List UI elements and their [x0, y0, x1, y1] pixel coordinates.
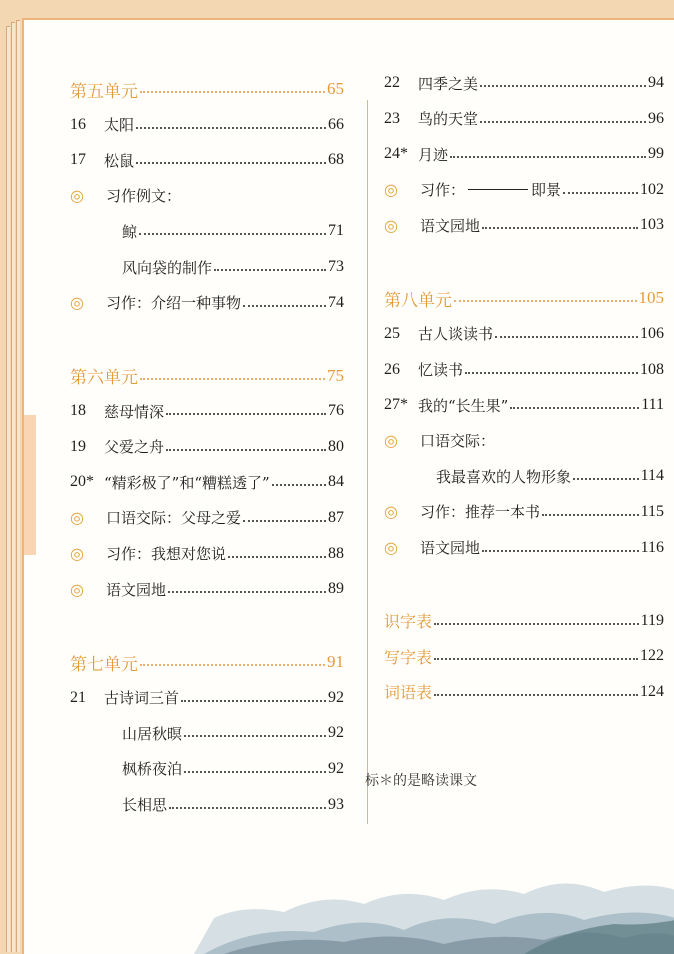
page-tab — [24, 415, 36, 555]
leader-dots — [140, 664, 325, 666]
entry-title: 太阳 — [104, 116, 135, 135]
page-number: 119 — [640, 611, 664, 629]
entry-title: 父爱之舟 — [104, 438, 165, 457]
activity-marker-icon: ◎ — [70, 508, 84, 528]
toc-entry — [70, 506, 344, 530]
toc-entry — [384, 500, 664, 524]
column-divider — [367, 100, 368, 824]
entry-title: 习作：我想对您说 — [106, 545, 227, 564]
leader-dots — [434, 658, 638, 660]
page-number: 73 — [328, 258, 344, 275]
page-number: 76 — [328, 402, 344, 420]
toc-entry — [384, 142, 664, 166]
entry-title: 语文园地 — [106, 580, 167, 599]
toc-entry — [70, 757, 344, 781]
page-number: 75 — [327, 365, 344, 385]
entry-title: 鲸 — [122, 222, 138, 241]
activity-marker-icon: ◎ — [70, 544, 84, 564]
leader-dots — [482, 550, 639, 552]
entry-title: 写字表 — [384, 647, 433, 667]
page-number: 115 — [640, 502, 664, 520]
toc-entry — [70, 686, 344, 710]
leader-dots — [243, 305, 326, 307]
page-number: 92 — [328, 759, 344, 777]
entry-title: 习作：推荐一本书 — [420, 503, 541, 522]
lesson-number: 22 — [384, 74, 400, 91]
entry-title: 月迹 — [418, 145, 449, 164]
leader-dots — [166, 449, 326, 451]
page-number: 124 — [640, 682, 664, 700]
leader-dots — [136, 127, 326, 129]
toc-entry — [384, 644, 664, 668]
toc-entry — [384, 393, 664, 417]
page-number: 122 — [640, 647, 664, 665]
lesson-number: 16 — [70, 115, 86, 133]
leader-dots — [140, 378, 325, 380]
leader-dots — [228, 556, 326, 558]
footnote: 标＊的是略读课文 — [365, 773, 477, 789]
leader-dots — [480, 121, 646, 123]
toc-entry — [70, 793, 344, 817]
leader-dots — [482, 227, 638, 229]
page-number: 92 — [328, 688, 344, 706]
leader-dots — [181, 700, 326, 702]
entry-title: 古人谈读书 — [418, 325, 494, 344]
leader-dots — [454, 300, 637, 302]
entry-title: 第七单元 — [70, 654, 138, 675]
page-number: 87 — [328, 508, 344, 526]
activity-marker-icon: ◎ — [70, 579, 84, 599]
fill-in-blank — [468, 189, 528, 190]
entry-title: 长相思 — [122, 796, 168, 815]
lesson-number: 21 — [70, 688, 86, 706]
toc-entry — [70, 542, 344, 566]
leader-dots — [573, 478, 639, 480]
ink-landscape-illustration — [24, 834, 674, 954]
page-number: 105 — [638, 288, 664, 308]
toc-entry — [70, 255, 344, 279]
toc-entry — [384, 464, 664, 488]
leader-dots — [136, 162, 326, 164]
page-number: 80 — [328, 437, 344, 455]
entry-title: 我最喜欢的人物形象 — [436, 467, 572, 486]
toc-entry — [384, 680, 664, 704]
entry-title — [420, 179, 561, 200]
leader-dots — [465, 372, 638, 374]
toc-entry — [384, 609, 664, 633]
leader-dots — [510, 407, 639, 409]
activity-marker-icon: ◎ — [70, 186, 84, 206]
lesson-number: 18 — [70, 402, 86, 420]
leader-dots — [563, 192, 638, 194]
page-edge — [16, 20, 20, 952]
entry-title: 忆读书 — [418, 361, 464, 380]
leader-dots — [243, 520, 326, 522]
entry-title: 鸟的天堂 — [418, 110, 479, 129]
leader-dots — [214, 269, 326, 271]
entry-title: 慈母情深 — [104, 402, 165, 421]
leader-dots — [434, 623, 639, 625]
unit-heading — [70, 77, 344, 101]
page-edge — [11, 22, 15, 952]
activity-marker-icon: ◎ — [384, 431, 398, 451]
entry-title: 古诗词三首 — [104, 689, 180, 708]
lesson-number: 24* — [384, 145, 408, 163]
entry-title: 四季之美 — [418, 74, 479, 93]
leader-dots — [168, 591, 326, 593]
entry-title: “精彩极了”和“糟糕透了” — [104, 473, 270, 492]
page-number: 84 — [328, 473, 344, 491]
activity-marker-icon: ◎ — [384, 215, 398, 235]
toc-entry — [384, 71, 664, 95]
page-number: 71 — [328, 222, 344, 240]
toc-entry — [70, 470, 344, 494]
page-number: 93 — [328, 795, 344, 813]
lesson-number: 23 — [384, 109, 400, 127]
toc-entry — [70, 148, 344, 172]
toc-entry — [70, 577, 344, 601]
page-number: 111 — [641, 396, 664, 414]
entry-title: 第八单元 — [384, 290, 452, 311]
page-number: 91 — [327, 652, 344, 672]
toc-entry — [384, 107, 664, 131]
toc-page — [22, 18, 674, 954]
leader-dots — [272, 484, 326, 486]
activity-marker-icon: ◎ — [384, 538, 398, 558]
entry-title: 枫桥夜泊 — [122, 760, 183, 779]
lesson-number: 20* — [70, 473, 94, 491]
entry-title: 风向袋的制作 — [122, 258, 213, 277]
entry-title: 词语表 — [384, 683, 433, 703]
page-number: 94 — [648, 74, 664, 91]
toc-entry — [70, 113, 344, 137]
unit-heading — [70, 650, 344, 674]
page-number: 102 — [640, 180, 664, 198]
entry-title-suffix: 即景 — [531, 181, 562, 200]
entry-title: 习作例文： — [106, 187, 182, 206]
entry-title: 语文园地 — [420, 216, 481, 235]
entry-title: 习作：介绍一种事物 — [106, 294, 242, 313]
page-number: 66 — [328, 115, 344, 133]
entry-title: 山居秋暝 — [122, 724, 183, 743]
leader-dots — [495, 336, 638, 338]
entry-title: 语文园地 — [420, 539, 481, 558]
page-number: 65 — [327, 79, 344, 98]
entry-title: 第五单元 — [70, 81, 138, 102]
toc-entry — [384, 536, 664, 560]
leader-dots — [139, 233, 326, 235]
entry-title: 口语交际：父母之爱 — [106, 509, 242, 528]
page-number: 103 — [640, 216, 664, 234]
entry-title: 识字表 — [384, 612, 433, 632]
entry-title: 口语交际： — [420, 432, 496, 451]
leader-dots — [434, 694, 638, 696]
leader-dots — [184, 771, 326, 773]
activity-marker-icon: ◎ — [384, 502, 398, 522]
page-number: 88 — [328, 544, 344, 562]
page-number: 114 — [640, 467, 664, 485]
page-number: 92 — [328, 724, 344, 742]
leader-dots — [169, 807, 326, 809]
page-number: 99 — [648, 145, 664, 163]
toc-entry — [384, 358, 664, 382]
unit-heading — [384, 286, 664, 310]
toc-entry — [70, 219, 344, 243]
toc-entry — [70, 435, 344, 459]
entry-title: 第六单元 — [70, 368, 138, 389]
leader-dots — [184, 735, 326, 737]
page-number: 108 — [640, 360, 664, 378]
page-number: 116 — [640, 538, 664, 556]
toc-entry — [70, 721, 344, 745]
toc-entry — [70, 291, 344, 315]
lesson-number: 27* — [384, 396, 408, 414]
toc-entry — [70, 399, 344, 423]
toc-entry — [384, 429, 664, 453]
page-edge — [6, 26, 10, 952]
lesson-number: 25 — [384, 324, 400, 342]
page-number: 68 — [328, 151, 344, 169]
page-number: 89 — [328, 580, 344, 598]
toc-entry — [384, 178, 664, 202]
activity-marker-icon: ◎ — [70, 293, 84, 313]
leader-dots — [166, 413, 326, 415]
toc-entry — [384, 213, 664, 237]
lesson-number: 26 — [384, 360, 400, 378]
leader-dots — [140, 91, 325, 93]
leader-dots — [480, 85, 646, 87]
entry-title: 我的“长生果” — [418, 396, 509, 415]
entry-title: 松鼠 — [104, 151, 135, 170]
leader-dots — [542, 514, 639, 516]
lesson-number: 19 — [70, 437, 86, 455]
toc-entry — [70, 184, 344, 208]
page-number: 106 — [640, 324, 664, 342]
toc-entry — [384, 322, 664, 346]
entry-title-prefix: 习作： — [420, 181, 466, 200]
lesson-number: 17 — [70, 151, 86, 169]
leader-dots — [450, 156, 646, 158]
unit-heading — [70, 364, 344, 388]
activity-marker-icon: ◎ — [384, 180, 398, 200]
page-number: 96 — [648, 109, 664, 127]
page-number: 74 — [328, 293, 344, 311]
